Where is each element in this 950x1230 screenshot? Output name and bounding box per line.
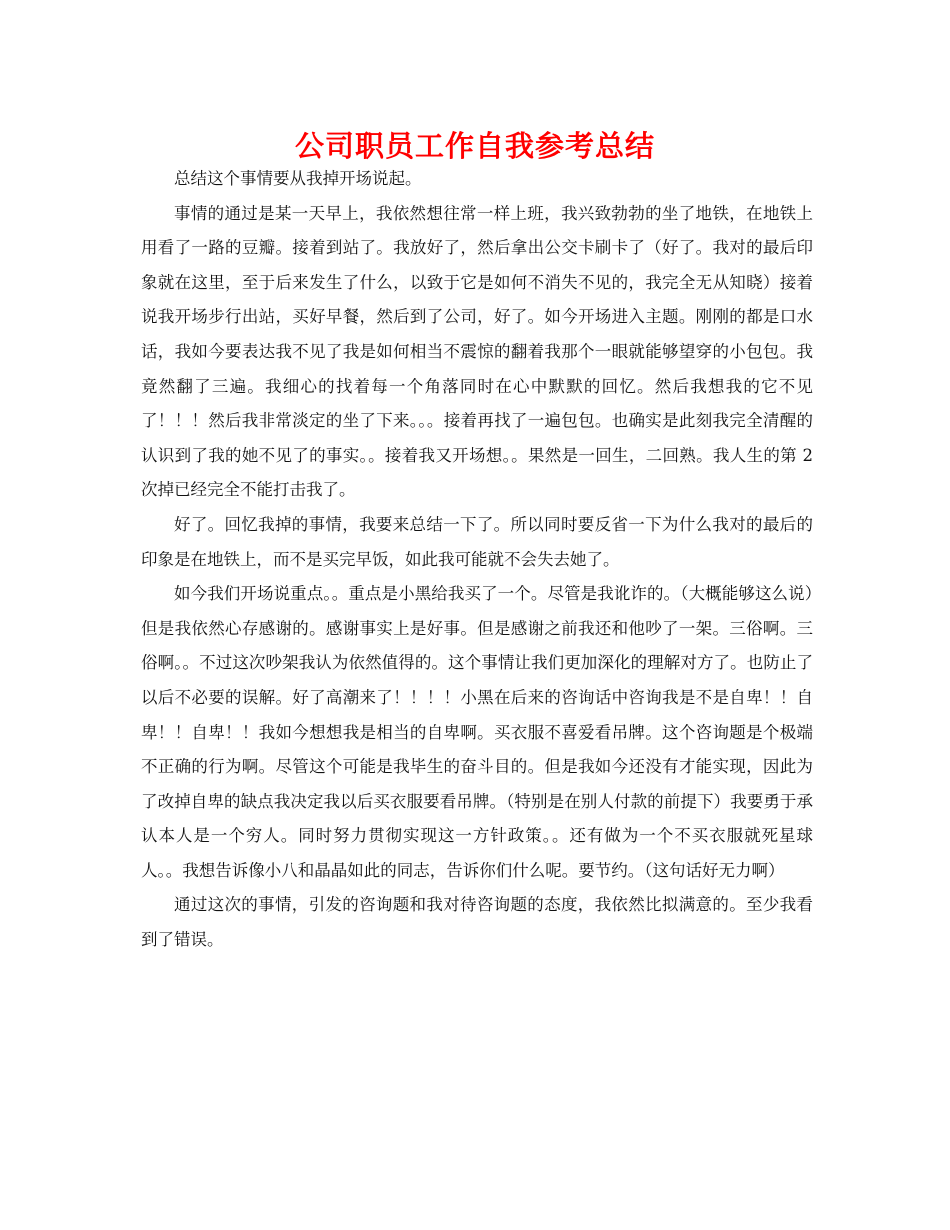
paragraph-conclusion: 通过这次的事情，引发的咨询题和我对待咨询题的态度，我依然比拟满意的。至少我看到了错误。	[141, 895, 813, 950]
paragraph-intro: 总结这个事情要从我掉开场说起。	[174, 169, 422, 188]
paragraph-story: 事情的通过是某一天早上，我依然想往常一样上班，我兴致勃勃的坐了地铁，在地铁上用看了一路的豆瓣。接着到站了。我放好了，然后拿出公交卡刷卡了（好了。我对的最后印象就在这里，至于后来发生了什么，以致于它是如何不消失不见的，我完全无从知晓）接着说我开场步行出站，买好早餐，然后到了公司，好了。如今开场进入主题。刚刚的都是口水话，我如今要表达我不见了我是如何相当不震惊的翻着我那个一眼就能够望穿的小包包。我竟然翻了三遍。我细心的找着每一个角落同时在心中默默的回忆。然后我想我的它不见了！！！然后我非常淡定的坐了下来。。。接着再找了一遍包包。也确实是此刻我完全清醒的认识到了我的她不见了的事实。。接着我又开场想。。果然是一回生，二回熟。我人生的第 2 次掉已经完全不能打击我了。	[141, 203, 813, 500]
document-body	[141, 162, 813, 958]
paragraph-key-point: 如今我们开场说重点。。重点是小黑给我买了一个。尽管是我讹诈的。（大概能够这么说）但是我依然心存感谢的。感谢事实上是好事。但是感谢之前我还和他吵了一架。三俗啊。三俗啊。。不过这次吵架我认为依然值得的。这个事情让我们更加深化的理解对方了。也防止了以后不必要的误解。好了高潮来了！！！！小黑在后来的咨询话中咨询我是不是自卑！！自卑！！自卑！！我如今想想我是相当的自卑啊。买衣服不喜爱看吊牌。这个咨询题是个极端不正确的行为啊。尽管这个可能是我毕生的奋斗目的。但是我如今还没有才能实现，因此为了改掉自卑的缺点我决定我以后买衣服要看吊牌。（特别是在别人付款的前提下）我要勇于承认本人是一个穷人。同时努力贯彻实现这一方针政策。。还有做为一个不买衣服就死星球人。。我想告诉像小八和晶晶如此的同志，告诉你们什么呢。要节约。（这句话好无力啊）	[141, 584, 813, 880]
paragraph-reflection: 好了。回忆我掉的事情，我要来总结一下了。所以同时要反省一下为什么我对的最后的印象是在地铁上，而不是买完早饭，如此我可能就不会失去她了。	[141, 514, 813, 569]
document-title: 公司职员工作自我参考总结	[294, 129, 655, 163]
